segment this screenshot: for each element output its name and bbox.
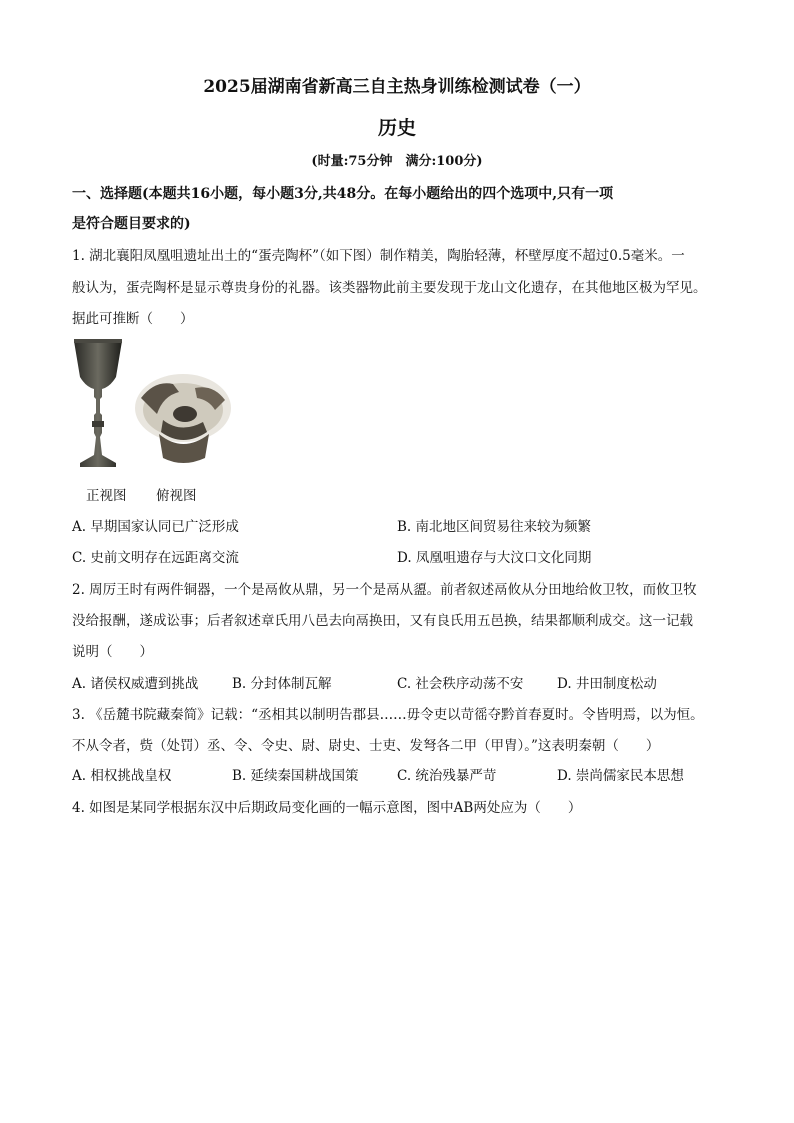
q2-option-b[interactable]: B. 分封体制瓦解 bbox=[232, 676, 332, 692]
caption-top-view: 俯视图 bbox=[156, 488, 197, 504]
q3-option-b[interactable]: B. 延续秦国耕战国策 bbox=[232, 768, 359, 784]
q1-option-d[interactable]: D. 凤凰咀遗存与大汶口文化同期 bbox=[397, 550, 592, 566]
exam-title: 2025届湖南省新高三自主热身训练检测试卷（一） bbox=[203, 77, 591, 97]
time-score: (时量:75分钟 满分:100分) bbox=[311, 154, 483, 169]
q2-line3: 说明（ ） bbox=[72, 644, 153, 660]
section-heading-1: 一、选择题(本题共16小题，每小题3分,共48分。在每小题给出的四个选项中,只有一项 bbox=[72, 186, 614, 202]
q3-option-d[interactable]: D. 崇尚儒家民本思想 bbox=[557, 768, 684, 784]
q1-option-a[interactable]: A. 早期国家认同已广泛形成 bbox=[72, 519, 239, 535]
caption-front-view: 正视图 bbox=[86, 488, 127, 504]
eggshell-cup-front-image bbox=[72, 337, 124, 469]
q2-option-d[interactable]: D. 井田制度松动 bbox=[557, 676, 657, 692]
subject-title: 历史 bbox=[377, 117, 416, 139]
q3-line2: 不从令者，赀（处罚）丞、令、令史、尉、尉史、士吏、发弩各二甲（甲胄）。”这表明秦朝（ ） bbox=[72, 738, 660, 754]
q2-line2: 没给报酬，遂成讼事；后者叙述章氏用八邑去向鬲换田，又有良氏用五邑换，结果都顺利成交。这一记载 bbox=[72, 613, 693, 629]
q3-option-a[interactable]: A. 相权挑战皇权 bbox=[72, 768, 172, 784]
q2-option-c[interactable]: C. 社会秩序动荡不安 bbox=[397, 676, 524, 692]
q1-option-c[interactable]: C. 史前文明存在远距离交流 bbox=[72, 550, 239, 566]
q4-line1: 4. 如图是某同学根据东汉中后期政局变化画的一幅示意图，图中AB两处应为（ ） bbox=[72, 800, 582, 816]
q1-line1: 1. 湖北襄阳凤凰咀遗址出土的“蛋壳陶杯”（如下图）制作精美，陶胎轻薄，杯壁厚度不超过0.5毫米。一 bbox=[72, 248, 685, 264]
q2-line1: 2. 周厉王时有两件铜器，一个是鬲攸从鼎，另一个是鬲从盨。前者叙述鬲攸从分田地给攸卫牧，而攸卫牧 bbox=[72, 582, 697, 598]
q2-option-a[interactable]: A. 诸侯权威遭到挑战 bbox=[72, 676, 199, 692]
q3-option-c[interactable]: C. 统治残暴严苛 bbox=[397, 768, 497, 784]
q1-option-b[interactable]: B. 南北地区间贸易往来较为频繁 bbox=[397, 519, 592, 535]
q3-line1: 3. 《岳麓书院藏秦简》记载：“丞相其以制明告郡县……毋令吏以苛徭夺黔首春夏时。令皆明焉，以为恒。 bbox=[72, 707, 704, 723]
section-heading-2: 是符合题目要求的) bbox=[72, 216, 191, 232]
q1-line2: 般认为，蛋壳陶杯是显示尊贵身份的礼器。该类器物此前主要发现于龙山文化遗存，在其他地区极为罕见。 bbox=[72, 280, 707, 296]
q1-line3: 据此可推断（ ） bbox=[72, 311, 194, 327]
eggshell-cup-top-image bbox=[133, 370, 233, 470]
